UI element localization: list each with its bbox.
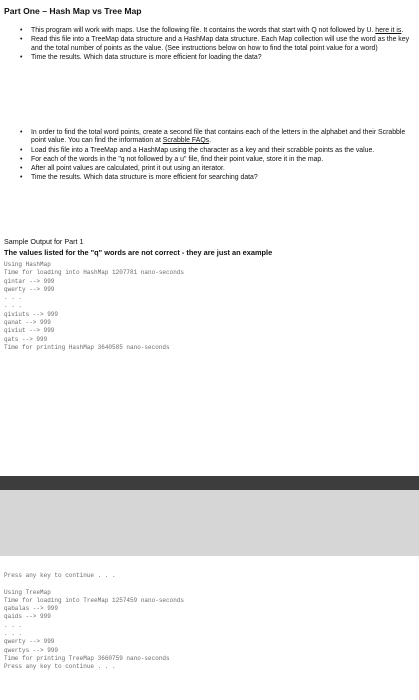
bullet-icon: • [20, 146, 23, 154]
console-line: Using TreeMap [4, 588, 51, 596]
console-line: . . . [4, 630, 23, 638]
instruction-item [0, 156, 412, 164]
console-line: Press any key to continue . . . [4, 663, 116, 671]
dark-divider-bar [0, 476, 419, 490]
instruction-text: After all point values are calculated, print it out using an iterator. [31, 165, 225, 173]
instruction-text: For each of the words in the "q not followed by a u" file, find their point value, store it in the map. [31, 155, 324, 163]
instruction-item [0, 147, 412, 155]
sample-output-heading: Sample Output for Part 1 [4, 237, 84, 246]
console-line: qwerty --> 999 [4, 285, 55, 293]
instruction-item [0, 129, 412, 146]
instructions-list-2 [0, 129, 412, 184]
sample-output-note: The values listed for the "q" words are not correct - they are just an example [4, 248, 273, 257]
instruction-text: This program will work with maps. Use the following file. It contains the words that start with Q not followed by U. [31, 27, 376, 34]
instruction-text: Time the results. Which data structure is more efficient for searching data? [31, 174, 258, 182]
console-line: Time for printing HashMap 3640585 nano-seconds [4, 343, 170, 351]
instruction-item [0, 36, 412, 53]
console-line: Time for loading into TreeMap 1257459 nano-seconds [4, 596, 185, 604]
bullet-icon: • [20, 36, 23, 44]
console-output-hashmap [4, 261, 184, 352]
instruction-text: Read this file into a TreeMap data structure and a HashMap data structure. Each Map collection will use the word as the key and the total number of points as the value. (See instructions below on how to find the total point value for a word) [31, 36, 410, 52]
console-line: qwerty --> 999 [4, 638, 55, 646]
console-line: qintar --> 999 [4, 277, 55, 285]
console-line: . . . [4, 302, 23, 310]
blank-gray-area [0, 490, 419, 556]
page-title: Part One – Hash Map vs Tree Map [4, 6, 142, 16]
bullet-icon: • [20, 53, 23, 61]
instruction-link[interactable]: here it is [375, 27, 402, 34]
instruction-item [0, 165, 412, 173]
bullet-icon: • [20, 174, 23, 182]
console-line: . . . [4, 294, 23, 302]
instruction-item [0, 54, 412, 62]
bullet-icon: • [20, 27, 23, 34]
console-line: Using HashMap [4, 261, 51, 268]
bullet-icon: • [20, 165, 23, 173]
instruction-link[interactable]: Scrabble FAQs [162, 137, 210, 145]
instruction-item [0, 174, 412, 182]
instructions-list-1 [0, 27, 412, 63]
console-line: qabalas --> 999 [4, 605, 59, 613]
instruction-punctuation: . [401, 27, 404, 34]
bullet-icon: • [20, 129, 23, 136]
console-line: Press any key to continue . . . [4, 572, 116, 579]
console-line: qats --> 999 [4, 335, 48, 343]
instruction-item [0, 27, 412, 35]
instruction-text: In order to find the total word points, create a second file that contains each of the letters in the alphabet and their Scrabble point value. You can find the information at [31, 129, 406, 145]
console-line: qiviut --> 999 [4, 327, 55, 335]
console-line [4, 580, 184, 588]
console-line: Time for loading into HashMap 1207781 nano-seconds [4, 269, 185, 277]
console-line: . . . [4, 621, 23, 629]
console-line: qaids --> 999 [4, 613, 51, 621]
instruction-text: Load this file into a TreeMap and a HashMap using the character as a key and their scrabble points as the value. [31, 146, 375, 154]
console-line: qanat --> 999 [4, 319, 51, 327]
console-line: qwertys --> 999 [4, 646, 59, 654]
instruction-text: Time the results. Which data structure is more efficient for loading the data? [31, 53, 262, 61]
console-line: qiviuts --> 999 [4, 310, 59, 318]
bullet-icon: • [20, 155, 23, 163]
console-line: Time for printing TreeMap 3660759 nano-seconds [4, 654, 170, 662]
console-output-treemap [4, 572, 184, 672]
instruction-punctuation: . [209, 137, 212, 145]
